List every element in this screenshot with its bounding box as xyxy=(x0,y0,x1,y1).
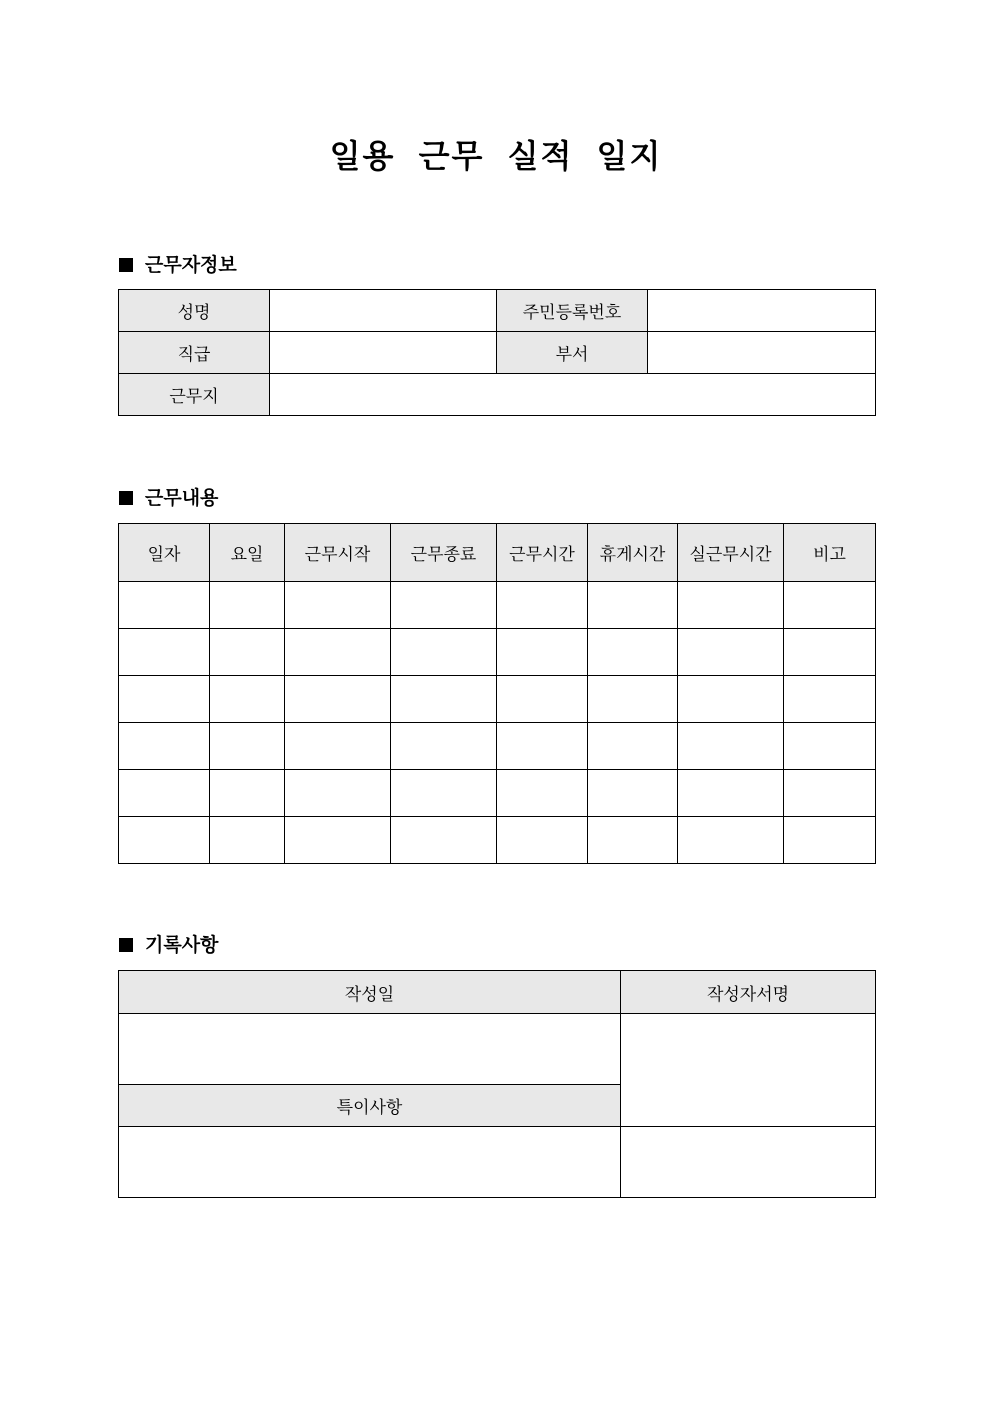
table-cell[interactable] xyxy=(285,770,391,817)
worker-info-heading xyxy=(119,253,237,277)
department-field[interactable] xyxy=(648,332,876,374)
table-row xyxy=(119,770,876,817)
table-cell[interactable] xyxy=(588,723,678,770)
table-cell[interactable] xyxy=(391,817,497,864)
author-signature-label: 작성자서명 xyxy=(621,971,876,1014)
table-cell[interactable] xyxy=(391,770,497,817)
table-cell[interactable] xyxy=(678,582,784,629)
table-cell[interactable] xyxy=(391,676,497,723)
column-header-date: 일자 xyxy=(119,524,210,582)
square-bullet-icon xyxy=(119,258,133,272)
table-cell[interactable] xyxy=(497,629,588,676)
table-cell[interactable] xyxy=(497,676,588,723)
table-cell[interactable] xyxy=(784,723,876,770)
table-row xyxy=(119,817,876,864)
table-cell[interactable] xyxy=(678,676,784,723)
work-content-heading xyxy=(119,486,218,510)
table-cell[interactable] xyxy=(588,817,678,864)
table-cell[interactable] xyxy=(119,817,210,864)
table-cell[interactable] xyxy=(285,723,391,770)
table-cell[interactable] xyxy=(285,817,391,864)
records-heading-label: 기록사항 xyxy=(145,934,219,956)
table-cell[interactable] xyxy=(588,582,678,629)
table-cell[interactable] xyxy=(391,629,497,676)
table-cell[interactable] xyxy=(285,629,391,676)
table-cell[interactable] xyxy=(210,629,285,676)
table-cell[interactable] xyxy=(784,817,876,864)
worker-info-table xyxy=(118,289,876,416)
table-cell[interactable] xyxy=(678,723,784,770)
written-date-field[interactable] xyxy=(119,1014,621,1085)
table-cell[interactable] xyxy=(210,582,285,629)
resident-number-label: 주민등록번호 xyxy=(497,290,648,332)
table-cell[interactable] xyxy=(497,817,588,864)
workplace-field[interactable] xyxy=(270,374,876,416)
table-cell[interactable] xyxy=(497,582,588,629)
table-cell[interactable] xyxy=(497,770,588,817)
table-cell[interactable] xyxy=(784,676,876,723)
table-row xyxy=(119,676,876,723)
table-cell[interactable] xyxy=(678,817,784,864)
table-cell[interactable] xyxy=(588,676,678,723)
position-field[interactable] xyxy=(270,332,497,374)
column-header-start-time: 근무시작 xyxy=(285,524,391,582)
table-cell[interactable] xyxy=(285,582,391,629)
table-cell[interactable] xyxy=(784,770,876,817)
worker-info-heading-label: 근무자정보 xyxy=(145,254,237,276)
square-bullet-icon xyxy=(119,938,133,952)
table-cell[interactable] xyxy=(391,582,497,629)
column-header-weekday: 요일 xyxy=(210,524,285,582)
table-cell[interactable] xyxy=(678,770,784,817)
blank-cell[interactable] xyxy=(621,1127,876,1198)
table-cell[interactable] xyxy=(784,582,876,629)
document-title: 일용 근무 실적 일지 xyxy=(329,137,663,175)
table-cell[interactable] xyxy=(119,770,210,817)
table-cell[interactable] xyxy=(784,629,876,676)
resident-number-field[interactable] xyxy=(648,290,876,332)
table-cell[interactable] xyxy=(119,723,210,770)
square-bullet-icon xyxy=(119,491,133,505)
column-header-break-time: 휴게시간 xyxy=(588,524,678,582)
table-cell[interactable] xyxy=(497,723,588,770)
table-cell[interactable] xyxy=(210,676,285,723)
author-signature-field[interactable] xyxy=(621,1014,876,1127)
department-label: 부서 xyxy=(497,332,648,374)
name-field[interactable] xyxy=(270,290,497,332)
work-content-table xyxy=(118,523,876,864)
special-notes-label: 특이사항 xyxy=(119,1085,621,1127)
special-notes-field[interactable] xyxy=(119,1127,621,1198)
work-content-heading-label: 근무내용 xyxy=(145,487,219,509)
position-label: 직급 xyxy=(119,332,270,374)
table-cell[interactable] xyxy=(119,582,210,629)
table-cell[interactable] xyxy=(588,770,678,817)
table-cell[interactable] xyxy=(391,723,497,770)
workplace-label: 근무지 xyxy=(119,374,270,416)
records-table xyxy=(118,970,876,1198)
table-cell[interactable] xyxy=(210,817,285,864)
column-header-work-hours: 근무시간 xyxy=(497,524,588,582)
table-cell[interactable] xyxy=(119,676,210,723)
table-cell[interactable] xyxy=(678,629,784,676)
written-date-label: 작성일 xyxy=(119,971,621,1014)
column-header-remarks: 비고 xyxy=(784,524,876,582)
table-cell[interactable] xyxy=(588,629,678,676)
table-cell[interactable] xyxy=(285,676,391,723)
name-label: 성명 xyxy=(119,290,270,332)
table-cell[interactable] xyxy=(119,629,210,676)
table-row xyxy=(119,582,876,629)
table-cell[interactable] xyxy=(210,723,285,770)
column-header-end-time: 근무종료 xyxy=(391,524,497,582)
table-row xyxy=(119,723,876,770)
records-heading xyxy=(119,933,218,957)
column-header-actual-hours: 실근무시간 xyxy=(678,524,784,582)
table-row xyxy=(119,629,876,676)
table-cell[interactable] xyxy=(210,770,285,817)
